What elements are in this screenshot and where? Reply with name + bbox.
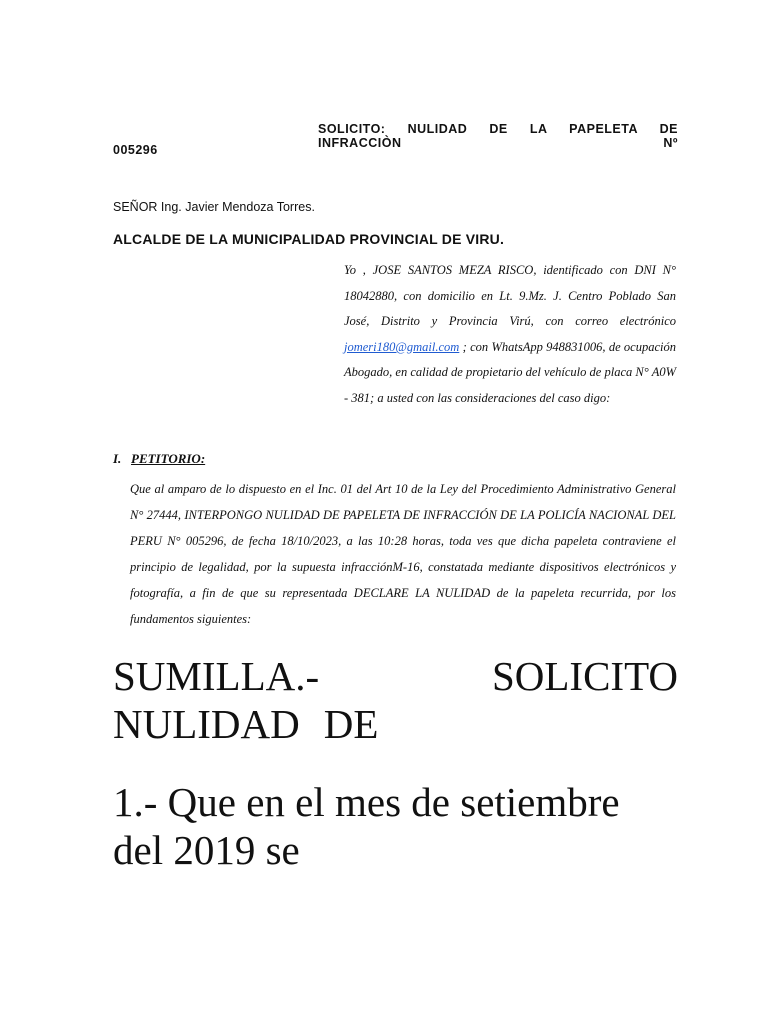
addressee: SEÑOR Ing. Javier Mendoza Torres. bbox=[113, 200, 315, 214]
section-title: PETITORIO: bbox=[131, 451, 206, 466]
point-line: del 2019 se bbox=[113, 827, 300, 873]
sumilla-word: SUMILLA.- bbox=[113, 653, 320, 699]
point-line: 1.- Que en el mes de setiembre bbox=[113, 779, 620, 825]
intro-text-start: Yo , JOSE SANTOS MEZA RISCO, identificado con DNI N° 18042880, con domicilio en Lt. 9.Mz. J. Centro Poblado San José, Distrito y Provincia Virú, con correo electrónico bbox=[344, 263, 676, 329]
sumilla-word: SOLICITO bbox=[491, 653, 678, 699]
sumilla-word: NULIDAD bbox=[113, 701, 300, 747]
authority-heading: ALCALDE DE LA MUNICIPALIDAD PROVINCIAL DE VIRU. bbox=[113, 231, 505, 247]
sumilla-preview bbox=[113, 652, 678, 748]
intro-paragraph bbox=[344, 258, 676, 412]
sumilla-word: DE bbox=[323, 701, 379, 747]
subject-line-continuation: 005296 bbox=[113, 143, 158, 157]
sumilla-row-1 bbox=[113, 652, 678, 700]
email-link[interactable]: jomeri180@gmail.com bbox=[344, 339, 460, 354]
sumilla-row-2 bbox=[113, 700, 678, 748]
subject-line: SOLICITO: NULIDAD DE LA PAPELETA DE INFRACCIÒN Nº bbox=[318, 122, 678, 150]
section-number: I. bbox=[113, 451, 122, 466]
section-heading bbox=[113, 451, 205, 467]
petition-paragraph: Que al amparo de lo dispuesto en el Inc. 01 del Art 10 de la Ley del Procedimiento Administrativo General N° 27444, INTERPONGO NULIDAD DE PAPELETA DE INFRACCIÓN DE LA POLICÍA NACIONAL DEL PERU N° 005296, de fecha 18/10/2023, a las 10:28 horas, toda ves que dicha papeleta contraviene el principio de legalidad, por la supuesta infracciónM-16, constatada mediante dispositivos electrónicos y fotografía, a fin de que su representada DECLARE LA NULIDAD de la papeleta recurrida, por los fundamentos siguientes: bbox=[130, 482, 676, 626]
intro-text-end: ; con WhatsApp 948831006, de ocupación Abogado, en calidad de propietario del vehículo de placa N° A0W - 381; a usted con las consideraciones del caso digo: bbox=[344, 339, 676, 405]
point-preview bbox=[113, 778, 678, 874]
